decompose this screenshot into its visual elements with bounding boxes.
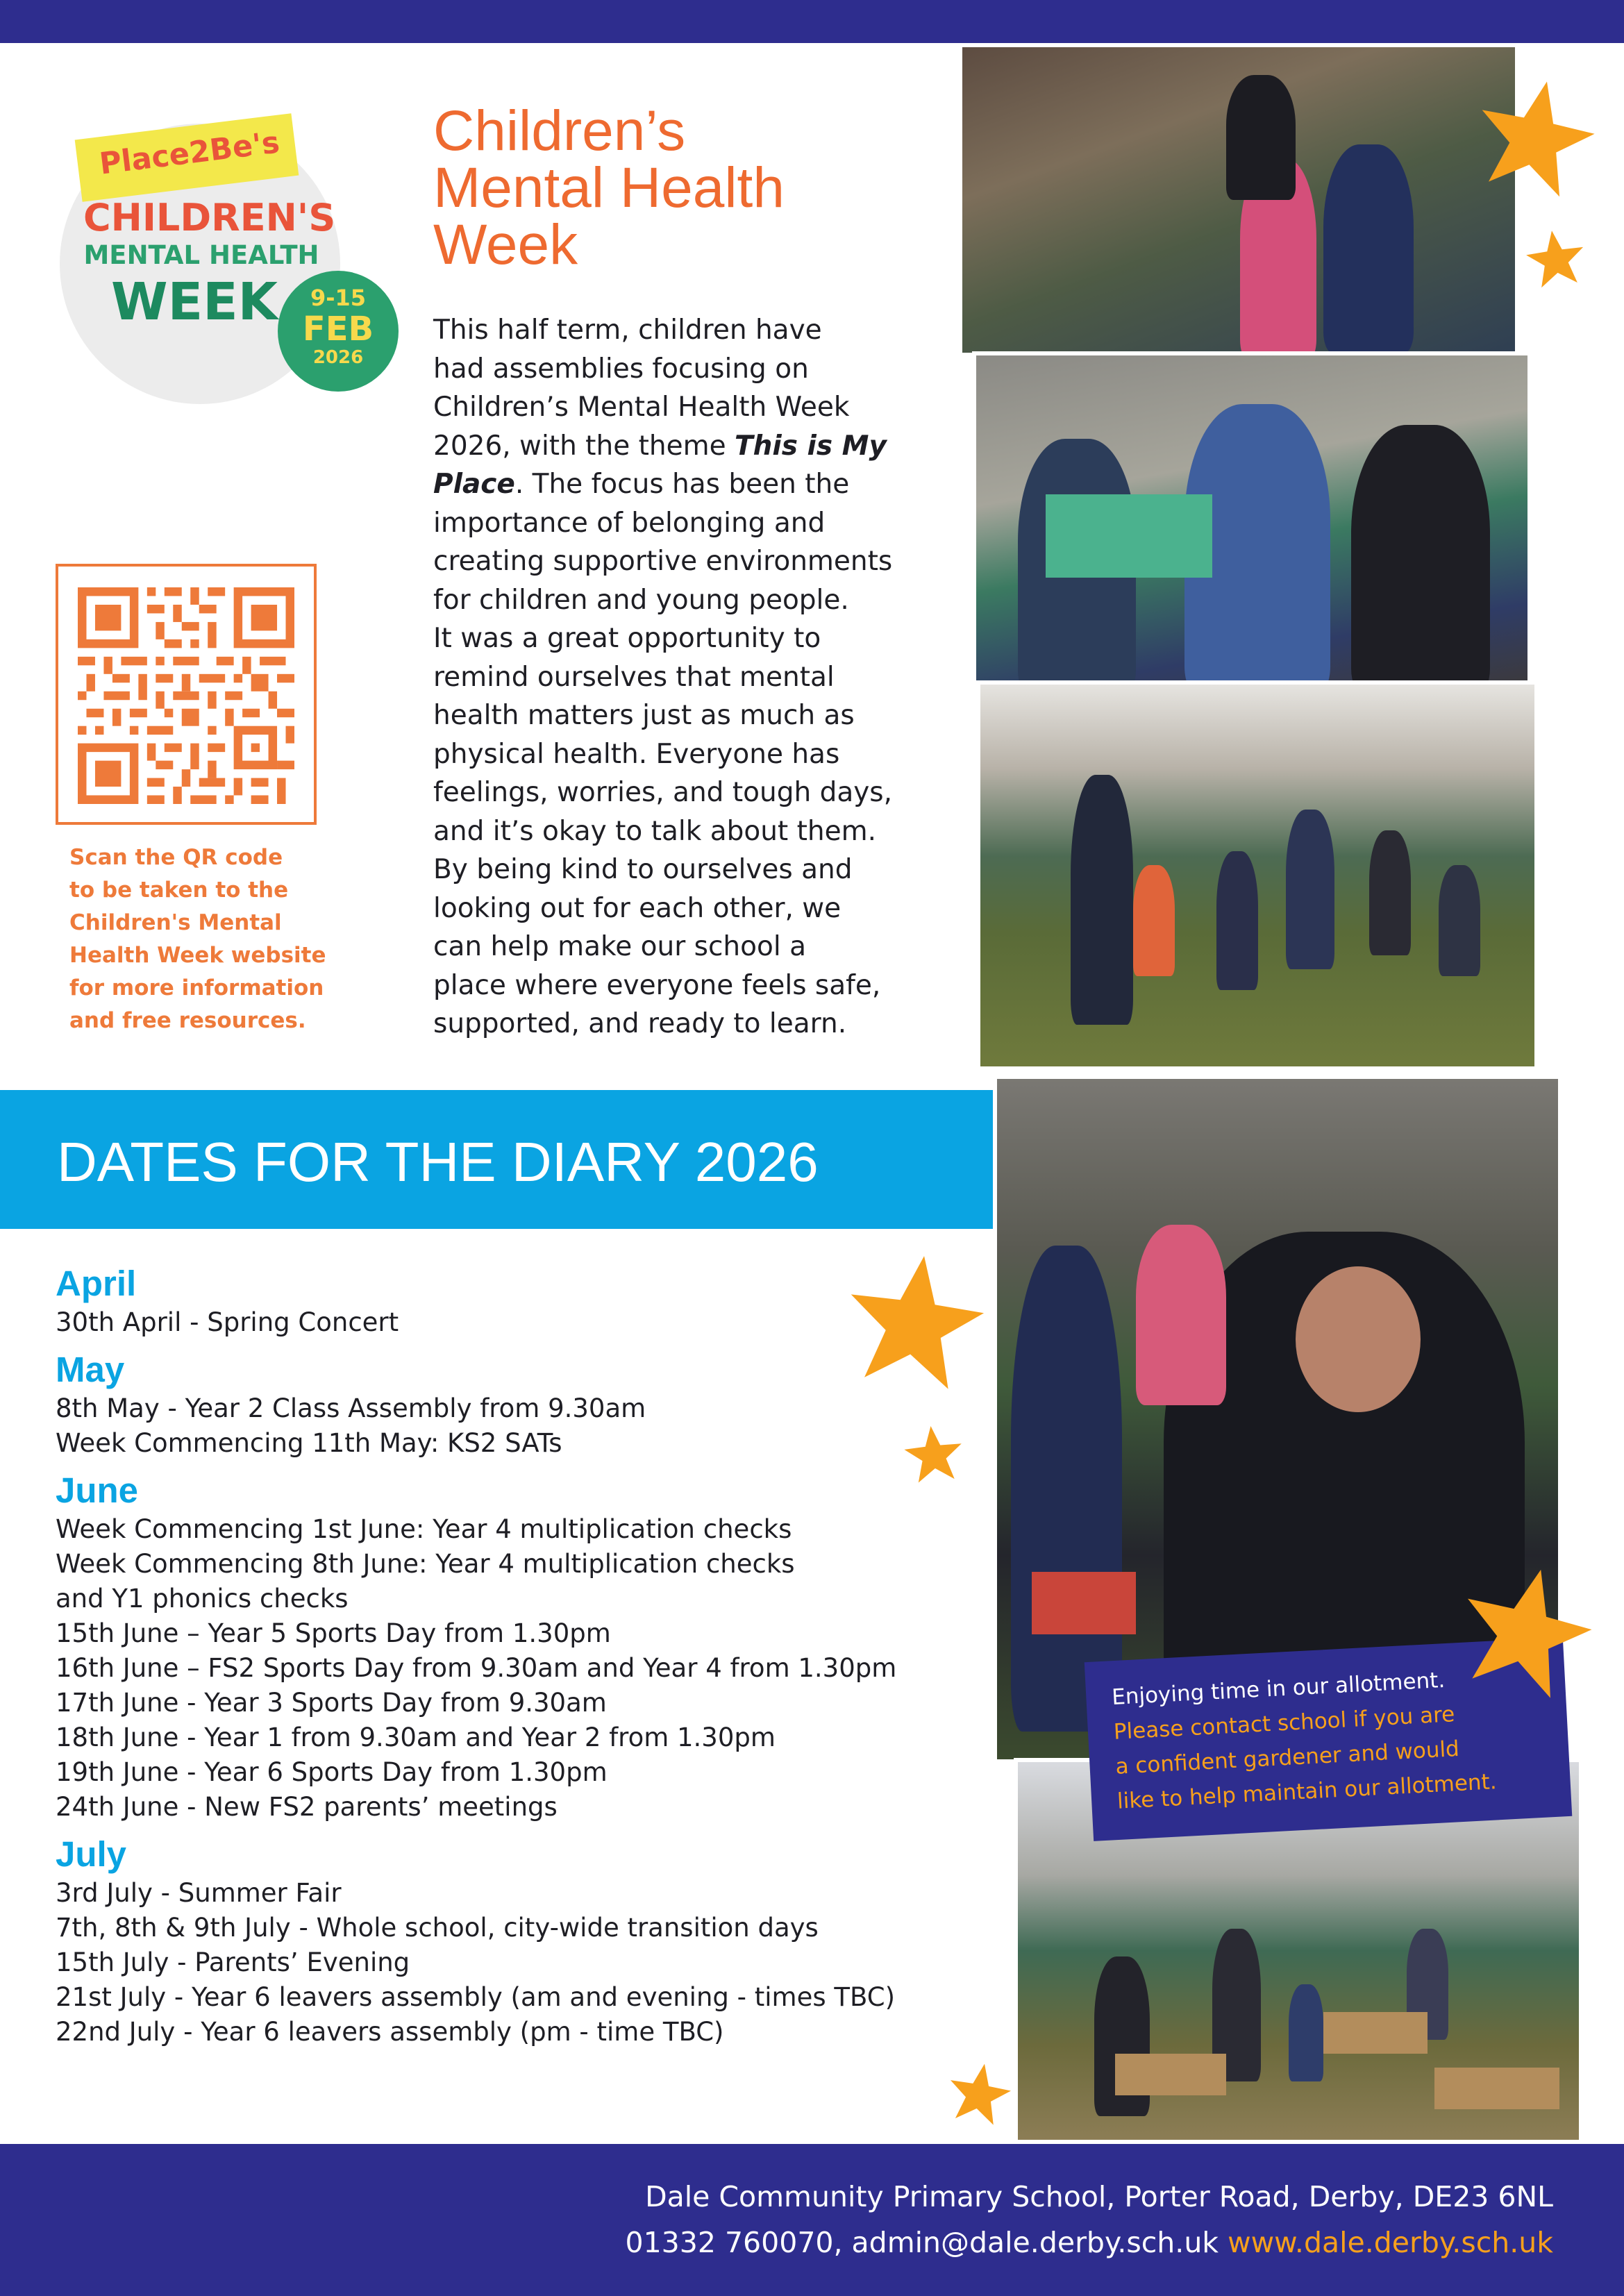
logo-badge-month: FEB	[302, 310, 374, 349]
qr-caption-line: for more information	[69, 975, 324, 1000]
top-bar	[0, 0, 1624, 43]
body-line: place where everyone feels safe,	[433, 969, 881, 1001]
body-line: looking out for each other, we	[433, 892, 842, 924]
star-icon	[946, 2062, 1012, 2129]
body-line: physical health. Everyone has	[433, 738, 840, 770]
body-line: importance of belonging and	[433, 507, 826, 539]
footer-phone-email[interactable]: 01332 760070, admin@dale.derby.sch.uk	[625, 2226, 1228, 2259]
body-line: and it’s okay to talk about them.	[433, 815, 877, 847]
logo-line-1: CHILDREN'S	[83, 196, 336, 240]
star-icon	[903, 1425, 965, 1487]
event-item: 30th April - Spring Concert	[56, 1307, 399, 1337]
event-item: 15th July - Parents’ Evening	[56, 1947, 410, 1977]
logo-tag-text: Place2Be's	[97, 125, 282, 182]
month-heading-june: June	[56, 1470, 139, 1510]
qr-caption-line: Scan the QR code	[69, 845, 283, 870]
qr-caption-line: to be taken to the	[69, 878, 289, 903]
event-item: and Y1 phonics checks	[56, 1584, 349, 1614]
event-item: Week Commencing 1st June: Year 4 multiplication checks	[56, 1514, 792, 1544]
qr-caption-line: Health Week website	[69, 943, 326, 968]
body-text: . The focus has been the	[514, 469, 850, 500]
event-item: 19th June - Year 6 Sports Day from 1.30pm	[56, 1757, 608, 1787]
body-line: feelings, worries, and tough days,	[433, 777, 893, 808]
body-line	[433, 427, 947, 466]
footer-contact	[626, 2226, 1553, 2259]
theme-emphasis: This is My	[734, 430, 887, 462]
qr-code[interactable]	[78, 587, 294, 804]
event-item: 24th June - New FS2 parents’ meetings	[56, 1792, 558, 1822]
star-icon	[1472, 78, 1597, 203]
caption-line: Please contact school if you are	[1112, 1702, 1456, 1745]
qr-caption-line: Children's Mental	[69, 910, 282, 935]
event-item: 15th June – Year 5 Sports Day from 1.30pm	[56, 1618, 611, 1648]
body-line	[433, 465, 947, 504]
footer	[0, 2144, 1624, 2296]
event-item: 16th June – FS2 Sports Day from 9.30am and Year 4 from 1.30pm	[56, 1653, 897, 1683]
event-item: 3rd July - Summer Fair	[56, 1878, 342, 1908]
body-line: remind ourselves that mental	[433, 661, 835, 693]
body-line: This half term, children have	[433, 315, 822, 346]
body-line: creating supportive environments	[433, 546, 893, 577]
star-icon	[1525, 229, 1587, 292]
event-item: 21st July - Year 6 leavers assembly (am and evening - times TBC)	[56, 1982, 896, 2012]
dates-title: DATES FOR THE DIARY 2026	[57, 1131, 819, 1193]
body-line: supported, and ready to learn.	[433, 1008, 847, 1039]
photo-garden-group	[976, 680, 1539, 1071]
logo-badge-year: 2026	[312, 347, 364, 368]
body-line: Children’s Mental Health Week	[433, 392, 850, 423]
body-line: can help make our school a	[433, 931, 806, 962]
logo-line-2: MENTAL HEALTH	[83, 240, 319, 270]
photo-children-boxes	[972, 351, 1532, 694]
logo-badge-days: 9-15	[310, 285, 367, 311]
theme-emphasis: Place	[433, 469, 515, 500]
event-item: 18th June - Year 1 from 9.30am and Year 2 from 1.30pm	[56, 1723, 776, 1752]
body-line: had assemblies focusing on	[433, 353, 809, 385]
event-item: 7th, 8th & 9th July - Whole school, city-wide transition days	[56, 1913, 819, 1943]
body-line: health matters just as much as	[433, 700, 855, 731]
article-heading	[433, 99, 947, 276]
month-heading-may: May	[56, 1350, 125, 1389]
caption-line: a confident gardener and would	[1114, 1736, 1460, 1779]
month-heading-july: July	[56, 1834, 127, 1874]
body-line: for children and young people.	[433, 584, 849, 616]
qr-caption-line: and free resources.	[69, 1008, 306, 1033]
event-item: 8th May - Year 2 Class Assembly from 9.30am	[56, 1393, 646, 1423]
footer-address: Dale Community Primary School, Porter Road, Derby, DE23 6NL	[645, 2180, 1553, 2213]
star-icon	[842, 1252, 987, 1398]
body-line: By being kind to ourselves and	[433, 854, 853, 885]
body-line: It was a great opportunity to	[433, 623, 821, 654]
event-item: Week Commencing 8th June: Year 4 multiplication checks	[56, 1549, 795, 1579]
body-text: 2026, with the theme	[433, 430, 735, 462]
qr-caption	[69, 841, 347, 1037]
photo-children-gate	[958, 43, 1519, 357]
article-body	[433, 311, 947, 1044]
event-item: 22nd July - Year 6 leavers assembly (pm - time TBC)	[56, 2017, 724, 2047]
caption-line: Enjoying time in our allotment.	[1111, 1667, 1446, 1710]
star-icon	[1455, 1565, 1594, 1704]
caption-line: like to help maintain our allotment.	[1116, 1769, 1498, 1814]
heading-line: Mental Health	[433, 156, 785, 219]
footer-website-link[interactable]: www.dale.derby.sch.uk	[1228, 2226, 1553, 2259]
logo-line-3: WEEK	[110, 272, 278, 332]
heading-line: Children’s	[433, 99, 686, 162]
heading-line: Week	[433, 213, 578, 276]
event-item: Week Commencing 11th May: KS2 SATs	[56, 1428, 562, 1458]
month-heading-april: April	[56, 1264, 137, 1303]
event-item: 17th June - Year 3 Sports Day from 9.30am	[56, 1688, 607, 1718]
